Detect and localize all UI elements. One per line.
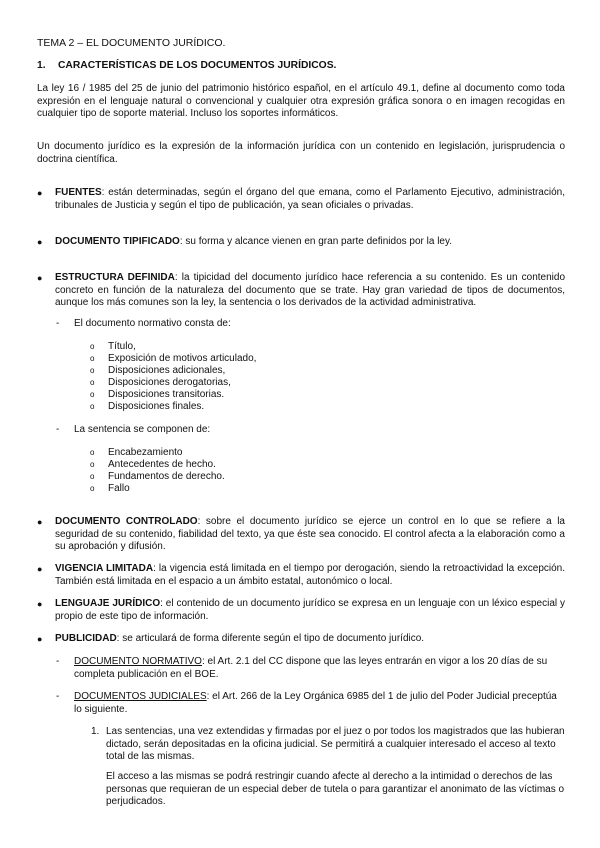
dash-text: : el Art. 266 de la Ley Orgánica 6985 del 1 de julio del Poder Judicial preceptúa lo siguiente. — [74, 691, 557, 715]
bullet-text: : sobre el documento jurídico se ejerce un control en lo que se refiere a la seguridad de su contenido, fiabilidad del texto, ya que éste sea conocido. El control afecta a la elaboración como a su aprobación y difusión. — [55, 516, 565, 552]
dash-text: El documento normativo consta de: — [74, 318, 231, 329]
bullet-term: FUENTES — [55, 187, 102, 198]
dash-text: La sentencia se componen de: — [74, 424, 211, 435]
sub-marker: o — [90, 472, 95, 481]
sub-item — [90, 447, 183, 460]
sub-marker: o — [90, 390, 95, 399]
bullet-term: LENGUAJE JURÍDICO — [55, 598, 161, 609]
bullet-estructura — [37, 272, 565, 310]
sub-item — [90, 483, 130, 496]
bullet-tipificado — [37, 236, 565, 249]
bullet-text: : se articulará de forma diferente según el tipo de documento jurídico. — [116, 633, 425, 644]
section-heading — [37, 60, 336, 73]
sub-text: Título, — [108, 341, 136, 352]
sub-text: Disposiciones finales. — [108, 401, 205, 412]
bullet-term: PUBLICIDAD — [55, 633, 117, 644]
sub-marker: o — [90, 354, 95, 363]
bullet-text: : están determinadas, según el órgano del que emana, como el Parlamento Ejecutivo, administración, tribunales de Justicia y según el tipo de publicación, ya sean oficiales o privadas. — [55, 187, 565, 211]
sub-text: Fundamentos de derecho. — [108, 471, 225, 482]
sub-item — [90, 341, 136, 354]
bullet-text: : su forma y alcance vienen en gran parte definidos por la ley. — [179, 236, 453, 247]
sub-text: Exposición de motivos articulado, — [108, 353, 257, 364]
dash-marker: - — [56, 656, 60, 667]
sub-item — [90, 365, 225, 378]
bullet-marker: ● — [37, 634, 43, 644]
section-label: CARACTERÍSTICAS DE LOS DOCUMENTOS JURÍDICOS. — [58, 60, 337, 71]
sub-text: Disposiciones derogatorias, — [108, 377, 231, 388]
bullet-text: : el contenido de un documento jurídico se expresa en un lenguaje con un léxico especial y propio de este tipo de información. — [55, 598, 566, 622]
bullet-marker: ● — [37, 517, 43, 527]
sub-item — [90, 471, 225, 484]
bullet-vigencia — [37, 563, 565, 588]
sub-text: Fallo — [108, 483, 130, 494]
dash-item-sentencia — [56, 424, 536, 437]
sub-marker: o — [90, 342, 95, 351]
bullet-fuentes — [37, 187, 565, 212]
sub-marker: o — [90, 448, 95, 457]
bullet-marker: ● — [37, 564, 43, 574]
dash-term: DOCUMENTOS JUDICIALES — [74, 691, 207, 702]
numbered-text: Las sentencias, una vez extendidas y firmadas por el juez o por todos los magistrados que las hubieran dictado, serán depositadas en la oficina judicial. Se permitirá a cualquier interesado el acceso al texto total de las mismas. — [106, 726, 565, 762]
numbered-item-1 — [91, 726, 565, 764]
bullet-marker: ● — [37, 599, 43, 609]
sub-item — [90, 353, 256, 366]
sub-item — [90, 459, 216, 472]
bullet-controlado — [37, 516, 565, 554]
dash-marker: - — [56, 424, 60, 435]
dash-text: : el Art. 2.1 del CC dispone que las leyes entrarán en vigor a los 20 días de su completa publicación en el BOE. — [74, 656, 548, 680]
bullet-text: : la tipicidad del documento jurídico hace referencia a su contenido. Es un contenido concreto en función de la naturaleza del documento que se trate. Hay gran variedad de tipos de documentos, aunque los más comunes son la ley, la sentencia o los derivados de la actividad administrativa. — [55, 272, 566, 308]
bullet-lenguaje — [37, 598, 565, 623]
sub-marker: o — [90, 460, 95, 469]
numbered-marker: 1. — [91, 726, 100, 737]
section-number: 1. — [37, 60, 46, 71]
paragraph-ley-16: La ley 16 / 1985 del 25 de junio del patrimonio histórico español, en el artículo 49.1, define al documento como toda expresión en el lenguaje natural o convencional y cualquier otra expresión gráfica sonora o en imagen recogidas en cualquier tipo de soporte material. Incluso los soportes informáticos. — [37, 83, 565, 119]
numbered-item-1-continued — [91, 771, 565, 809]
dash-item-doc-judiciales — [56, 691, 565, 716]
sub-marker: o — [90, 378, 95, 387]
numbered-text-continued: El acceso a las mismas se podrá restringir cuando afecte al derecho a la intimidad o derechos de las personas que requieran de un especial deber de tutela o para garantizar el anonimato de las víctimas o perjudicados. — [106, 771, 565, 807]
dash-item-doc-normativo — [56, 656, 565, 681]
bullet-marker: ● — [37, 273, 43, 283]
sub-marker: o — [90, 402, 95, 411]
sub-text: Disposiciones transitorias. — [108, 389, 225, 400]
dash-term: DOCUMENTO NORMATIVO — [74, 656, 202, 667]
sub-item — [90, 389, 224, 402]
paragraph-definition: Un documento jurídico es la expresión de la información jurídica con un contenido en legislación, jurisprudencia o doctrina científica. — [37, 141, 565, 165]
dash-marker: - — [56, 691, 60, 702]
bullet-term: VIGENCIA LIMITADA — [55, 563, 154, 574]
sub-marker: o — [90, 366, 95, 375]
bullet-text: : la vigencia está limitada en el tiempo por derogación, siendo la retroactividad la excepción. También está limitada en el espacio a un ámbito estatal, autonómico o local. — [55, 563, 565, 587]
bullet-term: DOCUMENTO CONTROLADO — [55, 516, 198, 527]
dash-item-normativo — [56, 318, 536, 331]
sub-marker: o — [90, 484, 95, 493]
sub-text: Encabezamiento — [108, 447, 183, 458]
bullet-marker: ● — [37, 237, 43, 247]
dash-marker: - — [56, 318, 60, 329]
bullet-marker: ● — [37, 188, 43, 198]
document-title: TEMA 2 – EL DOCUMENTO JURÍDICO. — [37, 37, 226, 49]
bullet-term: DOCUMENTO TIPIFICADO — [55, 236, 180, 247]
bullet-term: ESTRUCTURA DEFINIDA — [55, 272, 175, 283]
sub-item — [90, 377, 231, 390]
sub-text: Antecedentes de hecho. — [108, 459, 216, 470]
bullet-publicidad — [37, 633, 565, 646]
sub-text: Disposiciones adicionales, — [108, 365, 226, 376]
sub-item — [90, 401, 204, 414]
